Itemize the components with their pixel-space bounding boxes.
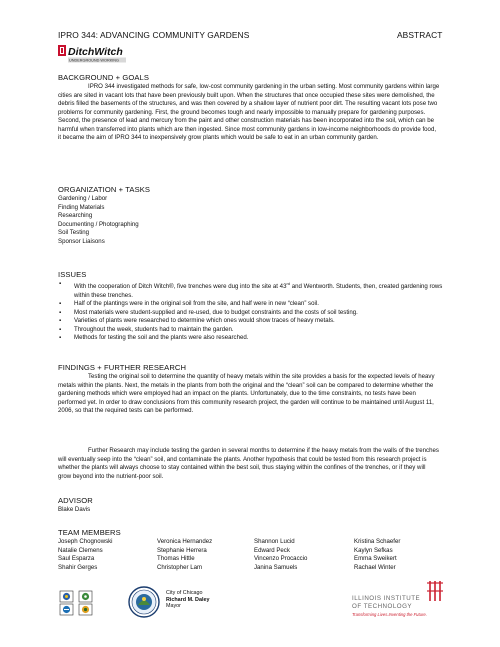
sponsor-logos [58,590,128,616]
team-member: Janina Samuels [254,563,298,571]
team-member: Shannon Lucid [254,538,295,545]
list-item: Soil Testing [58,229,90,236]
background-heading: BACKGROUND + GOALS [58,73,150,82]
iit-name-line-2: OF TECHNOLOGY [352,603,413,610]
background-paragraph: IPRO 344 investigated methods for safe, low-cost community gardening in the urban setting. Most community gardens within large cities are sited in vacant lots that have been previously built upon. When the structures that once occupied these sites were demolished, the debris filled the basements of the structures, and was then covered by a shallow layer of nutrient poor dirt. The resulting vacant lots pose two problems for community gardening. First, the ground becomes tough and nearly impossible to manually prepare for gardening purposes. Second, the presence of lead and mercury from the paint and other construction materials has been incorporated into the soil, which can be harmful when transferred into plants which are then ingested. Since most community gardens in low-income neighborhoods do provide food, it became the aim of IPRO 344 to inexpensively grow plants which would be safe to eat in an urban community garden. [58,83,440,142]
list-item: Sponsor Liaisons [58,237,105,245]
team-column-4 [354,538,400,572]
team-column-3 [254,538,307,572]
list-item: ▪ With the cooperation of Ditch Witch®, five trenches were dug into the site at 43rd and Wentworth. Students, then, created gardening rows within these trenches. [58,280,444,300]
team-member: Emma Sweikert [354,555,397,562]
sponsor-logo-3 [60,604,73,615]
issues-heading: ISSUES [58,270,87,279]
mayor-title: Mayor [166,603,181,610]
team-member: Edward Peck [254,546,290,554]
team-member: Natalie Clemens [58,546,103,554]
sponsor-logo-2 [79,591,92,602]
team-member: Veronica Hernandez [157,538,213,545]
team-heading: TEAM MEMBERS [58,528,121,537]
findings-heading: FINDINGS + FURTHER RESEARCH [58,363,187,372]
logo-brand: DitchWitch [68,46,123,58]
iit-tagline: Transforming Lives.Inventing the Future. [352,612,427,617]
list-item: Documenting / Photographing [58,220,139,228]
team-member: Rachael Winter [354,563,396,571]
ditchwitch-logo [58,44,128,66]
list-item: ▪ Most materials were student-supplied and re-used, due to budget constraints and the costs of soil testing. [58,309,444,318]
list-item: ▪ Half of the plantings were in the original soil from the site, and half were in new “clean” soil. [58,300,444,309]
findings-paragraph-1: Testing the original soil to determine the quantity of heavy metals within the site provides a basis for the expected levels of heavy metals within the plants. Next, the metals in the plants from both the original and the “clean” soil can be compared to determine whether the gardening methods which were employed had an impact on the plants. Unfortunately, due to the time constraints, no tests have been performed yet. In order to draw conclusions from this community research project, the garden will continue to be maintained until August 11, 2006, so that the required tests can be performed. [58,373,435,415]
team-member: Thomas Hittle [157,555,195,562]
list-item: ▪ Methods for testing the soil and the plants were also researched. [58,334,444,343]
list-item: Finding Materials [58,203,105,211]
document-title: IPRO 344: ADVANCING COMMUNITY GARDENS [58,30,250,40]
mayor-name: Richard M. Daley [166,596,210,603]
city-name: City of Chicago [166,590,203,596]
organization-heading: ORGANIZATION + TASKS [58,185,151,194]
sponsor-logo-1 [60,591,73,602]
list-item: ▪ Varieties of plants were researched to determine which ones would show traces of heavy metals. [58,317,444,326]
issues-list [58,280,444,343]
sponsor-logo-4 [79,604,92,615]
list-item: ▪ Throughout the week, students had to maintain the garden. [58,326,444,335]
section-label: ABSTRACT [397,30,443,40]
list-item: Researching [58,212,93,219]
city-text [166,590,209,610]
team-column-2 [157,538,212,572]
team-member: Joseph Chognowski [58,538,113,545]
advisor-heading: ADVISOR [58,496,93,505]
team-member: Vincenzo Procaccio [254,555,308,562]
team-member: Shahir Gerges [58,563,98,571]
city-seal-icon [128,586,160,618]
logo-sub: UNDERGROUND WORKING [69,58,119,63]
team-member: Christopher Lam [157,563,203,571]
team-member: Kristina Schaefer [354,538,401,545]
iit-name-line-1: ILLINOIS INSTITUTE [352,595,421,602]
team-member: Kaylyn Sefkas [354,546,393,554]
team-column-1 [58,538,113,572]
organization-list [58,195,139,246]
list-item: Gardening / Labor [58,195,108,202]
advisor-name: Blake Davis [58,506,91,513]
iit-mark-icon [426,579,444,603]
team-member: Saul Esparza [58,555,95,562]
findings-paragraph-2: Further Research may include testing the garden in several months to determine if the heavy metals from the walls of the trenches will eventually seep into the “clean” soil, and contaminate the plants. Another hypothesis that could be tested from this research project is whether the plants will always choose to stay contained within the best soil, thus staying within the confines of the trenches, or if they will grow beyond into the nutrient-poor soil. [58,447,439,480]
team-member: Stephanie Herrera [157,546,207,554]
